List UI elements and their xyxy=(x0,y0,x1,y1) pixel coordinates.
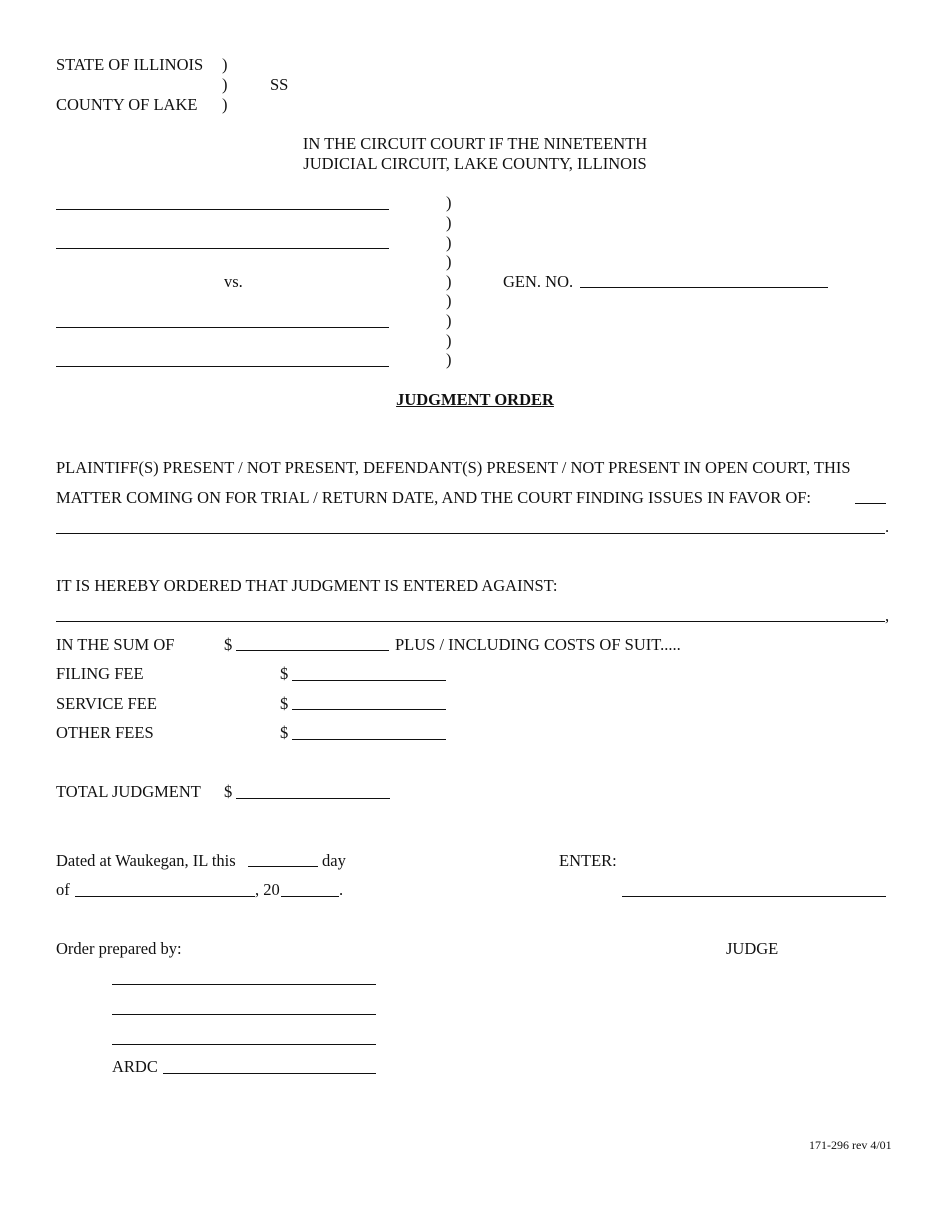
filing-fee-field[interactable] xyxy=(292,680,446,681)
other-fees-field[interactable] xyxy=(292,739,446,740)
ardc-field[interactable] xyxy=(163,1073,376,1074)
venue-paren: ) xyxy=(222,55,228,74)
service-fee-field[interactable] xyxy=(292,709,446,710)
form-number: 171-296 rev 4/01 xyxy=(809,1138,892,1152)
enter-label: ENTER: xyxy=(559,851,617,870)
court-heading-line1: IN THE CIRCUIT COURT IF THE NINETEENTH xyxy=(302,134,648,153)
other-fees-label: OTHER FEES xyxy=(56,723,154,742)
dollar-sign: $ xyxy=(224,635,233,654)
ardc-label: ARDC xyxy=(112,1057,158,1076)
defendant-line-1[interactable] xyxy=(56,327,389,328)
defendant-line-2[interactable] xyxy=(56,366,389,367)
favor-of-field-continued[interactable] xyxy=(56,533,885,534)
dollar-sign: $ xyxy=(280,723,289,742)
day-field[interactable] xyxy=(248,866,318,867)
sum-field[interactable] xyxy=(236,650,389,651)
venue-paren: ) xyxy=(222,95,228,114)
month-field[interactable] xyxy=(75,896,255,897)
preparer-line-2[interactable] xyxy=(112,1014,376,1015)
total-judgment-field[interactable] xyxy=(236,798,390,799)
total-judgment-label: TOTAL JUDGMENT xyxy=(56,782,201,801)
ordered-text: IT IS HEREBY ORDERED THAT JUDGMENT IS ENTERED AGAINST: xyxy=(56,576,558,595)
prepared-by-label: Order prepared by: xyxy=(56,939,182,958)
judge-signature-line[interactable] xyxy=(622,896,886,897)
ordered-comma: , xyxy=(885,606,890,625)
findings-period: . xyxy=(885,517,890,536)
caption-paren: ) xyxy=(446,252,452,271)
judge-label: JUDGE xyxy=(726,939,779,958)
year-field[interactable] xyxy=(281,896,339,897)
caption-paren: ) xyxy=(446,331,452,350)
caption-paren: ) xyxy=(446,311,452,330)
preparer-line-1[interactable] xyxy=(112,984,376,985)
year-period: . xyxy=(339,880,344,899)
day-label: day xyxy=(322,851,346,870)
sum-label: IN THE SUM OF xyxy=(56,635,175,654)
court-heading-line2: JUDICIAL CIRCUIT, LAKE COUNTY, ILLINOIS xyxy=(303,154,647,173)
county-label: COUNTY OF LAKE xyxy=(56,95,198,114)
vs-label: vs. xyxy=(224,272,243,291)
service-fee-label: SERVICE FEE xyxy=(56,694,157,713)
caption-paren: ) xyxy=(446,233,452,252)
dated-prefix: Dated at Waukegan, IL this xyxy=(56,851,236,870)
dollar-sign: $ xyxy=(280,664,289,683)
judgment-against-field[interactable] xyxy=(56,621,885,622)
plus-costs-text: PLUS / INCLUDING COSTS OF SUIT..... xyxy=(395,635,681,654)
dollar-sign: $ xyxy=(224,782,233,801)
of-label: of xyxy=(56,880,70,899)
plaintiff-line-2[interactable] xyxy=(56,248,389,249)
plaintiff-line-1[interactable] xyxy=(56,209,389,210)
gen-no-label: GEN. NO. xyxy=(503,272,574,291)
state-label: STATE OF ILLINOIS xyxy=(56,55,204,74)
favor-of-field[interactable] xyxy=(855,503,886,504)
dollar-sign: $ xyxy=(280,694,289,713)
caption-paren: ) xyxy=(446,213,452,232)
ss-label: SS xyxy=(270,75,289,94)
findings-line-1: PLAINTIFF(S) PRESENT / NOT PRESENT, DEFENDANT(S) PRESENT / NOT PRESENT IN OPEN COURT, THIS xyxy=(56,458,851,477)
caption-paren: ) xyxy=(446,193,452,212)
gen-no-field[interactable] xyxy=(580,287,828,288)
caption-paren: ) xyxy=(446,350,452,369)
caption-paren: ) xyxy=(446,291,452,310)
caption-paren: ) xyxy=(446,272,452,291)
document-title: JUDGMENT ORDER xyxy=(396,390,554,409)
preparer-line-3[interactable] xyxy=(112,1044,376,1045)
filing-fee-label: FILING FEE xyxy=(56,664,144,683)
findings-line-2: MATTER COMING ON FOR TRIAL / RETURN DATE, AND THE COURT FINDING ISSUES IN FAVOR OF: xyxy=(56,488,812,507)
year-prefix: , 20 xyxy=(255,880,280,899)
venue-paren: ) xyxy=(222,75,228,94)
